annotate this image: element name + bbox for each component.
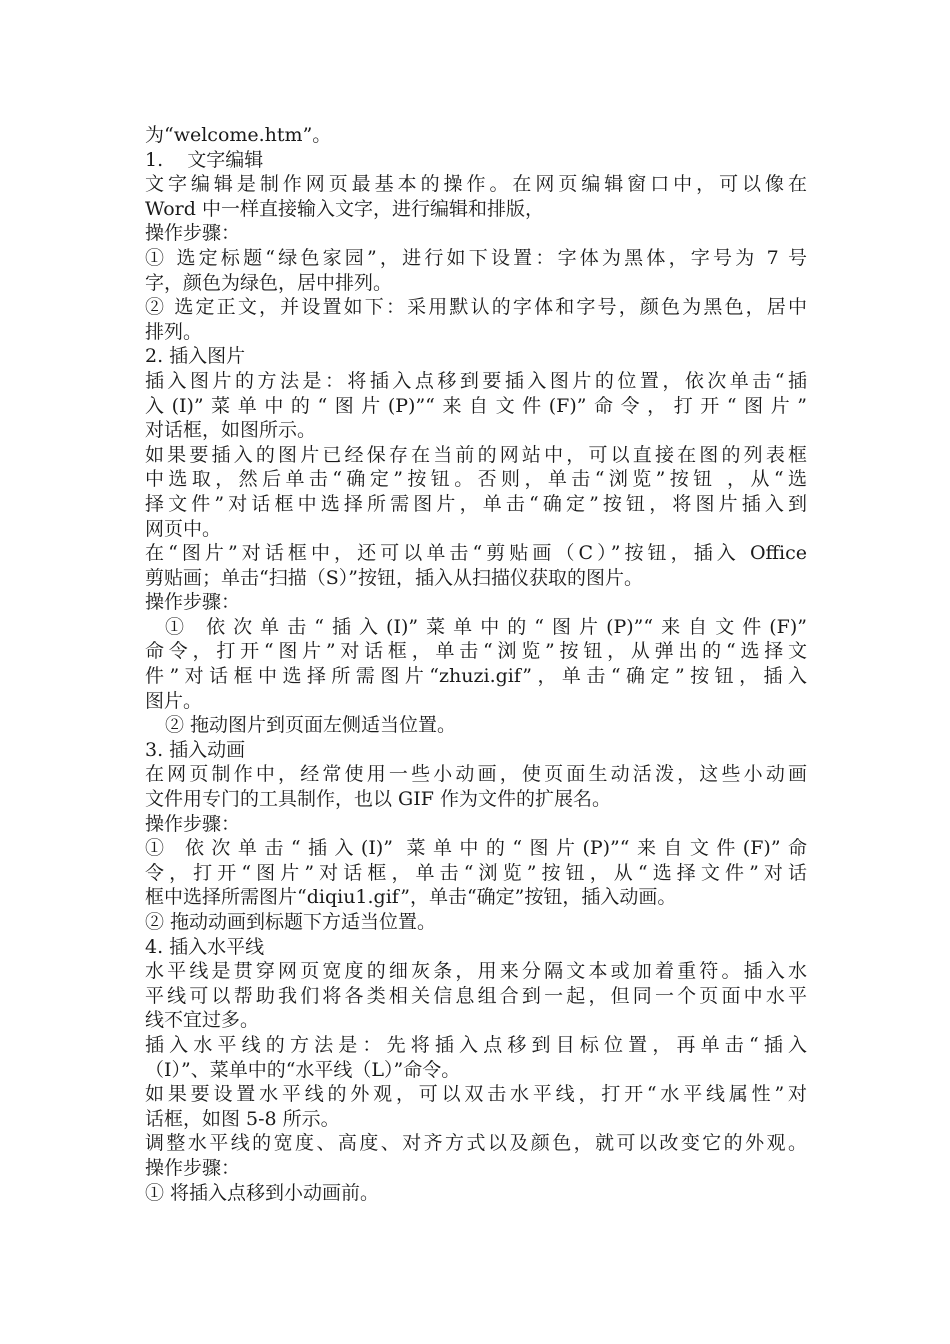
text-line: 在“图片”对话框中，还可以单击“剪贴画（C）”按钮，插入 Office: [145, 542, 807, 565]
text-line: 平线可以帮助我们将各类相关信息组合到一起，但同一个页面中水平: [145, 984, 807, 1007]
text-line: ① 依次单击“插入(I)” 菜单中的“图片(P)”“来自文件(F)”命: [145, 837, 807, 860]
text-line: 3. 插入动画: [145, 738, 246, 761]
text-line: 命令，打开“图片”对话框，单击“浏览”按钮，从弹出的“选择文: [145, 640, 807, 663]
text-line: 文字编辑是制作网页最基本的操作。在网页编辑窗口中，可以像在: [145, 173, 807, 196]
text-line: 对话框，如图所示。: [145, 419, 317, 442]
text-line: 择文件”对话框中选择所需图片，单击“确定”按钮，将图片插入到: [145, 492, 807, 515]
text-line: 字，颜色为绿色，居中排列。: [145, 271, 393, 294]
text-line: 入(I)”菜单中的“图片(P)”“来自文件(F)”命令，打开“图片”: [145, 394, 807, 417]
text-line: 1. 文字编辑: [145, 148, 264, 171]
text-line: ① 选定标题“绿色家园”，进行如下设置：字体为黑体，字号为 7 号: [145, 246, 807, 269]
text-line: 4. 插入水平线: [145, 935, 265, 958]
text-line: 如果要插入的图片已经保存在当前的网站中，可以直接在图的列表框: [145, 443, 807, 466]
text-line: 水平线是贯穿网页宽度的细灰条，用来分隔文本或加着重符。插入水: [145, 960, 807, 983]
text-line: 剪贴画；单击“扫描（S）”按钮，插入从扫描仪获取的图片。: [145, 566, 643, 589]
text-line: 网页中。: [145, 517, 222, 540]
text-line: 操作步骤：: [145, 1156, 241, 1179]
text-line: 令，打开“图片”对话框，单击“浏览”按钮，从“选择文件”对话: [145, 861, 807, 884]
text-line: ① 依次单击“插入(I)”菜单中的“图片(P)”“来自文件(F)”: [165, 615, 807, 638]
text-line: 在网页制作中，经常使用一些小动画，使页面生动活泼，这些小动画: [145, 763, 807, 786]
text-line: ② 选定正文，并设置如下：采用默认的字体和字号，颜色为黑色，居中: [145, 296, 807, 319]
text-line: 框中选择所需图片“diqiu1.gif”，单击“确定”按钮，插入动画。: [145, 886, 677, 909]
text-line: 操作步骤：: [145, 812, 241, 835]
document-body: [145, 123, 807, 1205]
text-line: Word 中一样直接输入文字，进行编辑和排版，: [145, 197, 544, 220]
text-line: ② 拖动动画到标题下方适当位置。: [145, 911, 437, 933]
text-line: 调整水平线的宽度、高度、对齐方式以及颜色，就可以改变它的外观。: [145, 1132, 807, 1155]
text-line: 操作步骤：: [145, 222, 241, 245]
text-line: 插入图片的方法是：将插入点移到要插入图片的位置，依次单击“插: [145, 369, 807, 392]
text-line: 为“welcome.htm”。: [145, 124, 332, 146]
text-line: 图片。: [145, 689, 203, 712]
text-line: 2. 插入图片: [145, 345, 246, 368]
text-line: 线不宜过多。: [145, 1009, 260, 1032]
text-line: 中选取，然后单击“确定”按钮。否则，单击“浏览”按钮 ，从“选: [145, 468, 807, 491]
text-line: （I）”、菜单中的“水平线（L）”命令。: [145, 1058, 461, 1081]
text-line: 件”对话框中选择所需图片“zhuzi.gif”，单击“确定”按钮，插入: [145, 665, 807, 688]
text-line: 排列。: [145, 320, 203, 343]
text-line: 文件用专门的工具制作，也以 GIF 作为文件的扩展名。: [145, 788, 611, 811]
text-line: ① 将插入点移到小动画前。: [145, 1181, 380, 1204]
text-line: 操作步骤：: [145, 591, 241, 614]
text-line: ② 拖动图片到页面左侧适当位置。: [165, 714, 457, 737]
text-line: 如果要设置水平线的外观，可以双击水平线，打开“水平线属性”对: [145, 1083, 807, 1106]
text-line: 插入水平线的方法是：先将插入点移到目标位置，再单击“插入: [145, 1033, 807, 1056]
text-line: 话框，如图 5-8 所示。: [145, 1107, 340, 1130]
